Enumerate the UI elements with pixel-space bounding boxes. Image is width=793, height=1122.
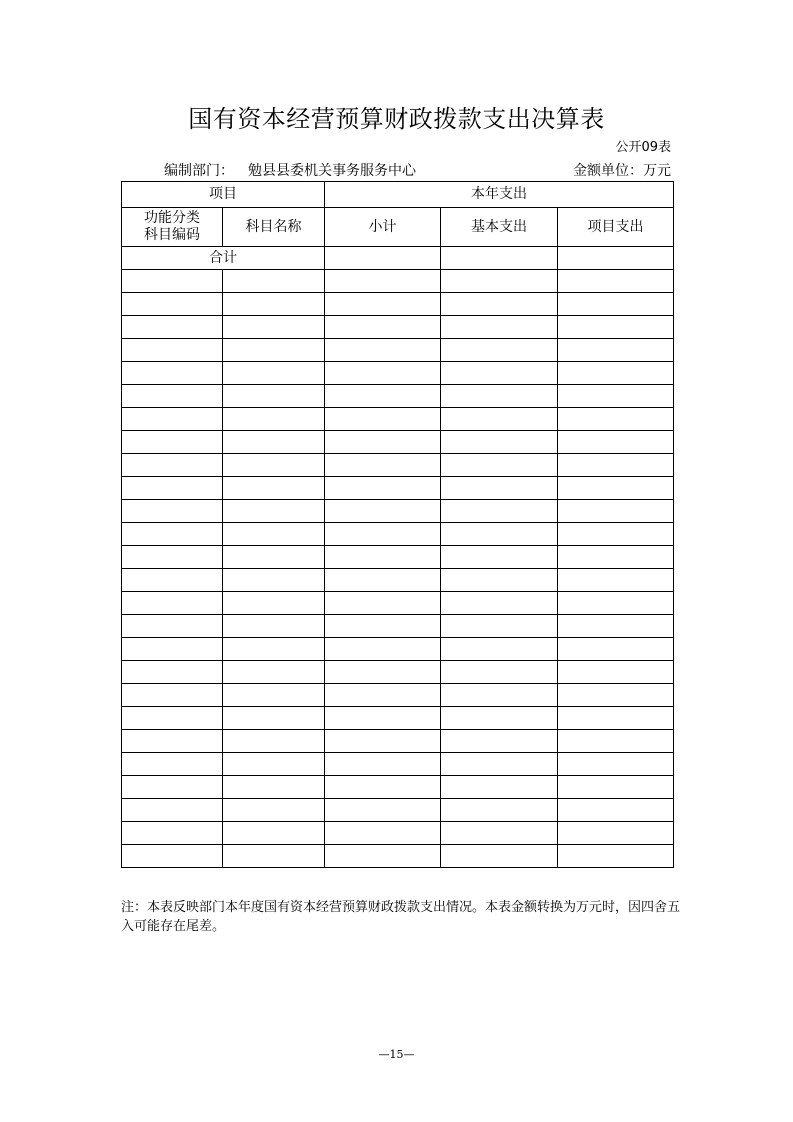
table-cell (223, 362, 325, 385)
table-cell (558, 592, 674, 615)
department-label: 编制部门： (164, 163, 234, 179)
table-cell (441, 753, 558, 776)
table-cell (325, 362, 441, 385)
table-cell (325, 270, 441, 293)
table-row (122, 431, 674, 454)
table-row (122, 730, 674, 753)
table-row (122, 684, 674, 707)
table-cell (325, 638, 441, 661)
table-cell (122, 362, 223, 385)
table-cell (122, 523, 223, 546)
table-cell (325, 546, 441, 569)
table-cell (558, 523, 674, 546)
table-row (122, 546, 674, 569)
table-row (122, 362, 674, 385)
table-cell (223, 523, 325, 546)
table-cell (223, 569, 325, 592)
table-cell (558, 707, 674, 730)
table-row (122, 661, 674, 684)
table-cell (558, 822, 674, 845)
table-cell (122, 845, 223, 868)
total-label: 合计 (122, 247, 325, 270)
table-cell (325, 408, 441, 431)
table-cell (558, 684, 674, 707)
table-cell (325, 477, 441, 500)
table-cell (223, 753, 325, 776)
table-cell (558, 431, 674, 454)
table-cell (441, 339, 558, 362)
table-cell (558, 454, 674, 477)
table-cell (325, 799, 441, 822)
total-subtotal (325, 247, 441, 270)
table-cell (122, 776, 223, 799)
table-cell (122, 500, 223, 523)
header-name: 科目名称 (223, 208, 325, 247)
table-cell (558, 270, 674, 293)
table-cell (558, 362, 674, 385)
table-cell (223, 431, 325, 454)
table-cell (325, 523, 441, 546)
table-cell (122, 592, 223, 615)
header-basic: 基本支出 (441, 208, 558, 247)
table-cell (223, 799, 325, 822)
table-row (122, 477, 674, 500)
table-cell (122, 546, 223, 569)
table-row (122, 845, 674, 868)
table-cell (325, 385, 441, 408)
table-cell (122, 477, 223, 500)
footnote: 注：本表反映部门本年度国有资本经营预算财政拨款支出情况。本表金额转换为万元时，因四舍五入可能存在尾差。 (121, 900, 681, 934)
table-cell (223, 270, 325, 293)
table-cell (122, 339, 223, 362)
header-code: 功能分类 科目编码 (122, 208, 223, 247)
table-cell (122, 822, 223, 845)
table-cell (122, 385, 223, 408)
table-cell (441, 776, 558, 799)
table-cell (441, 638, 558, 661)
table-cell (441, 293, 558, 316)
table-cell (325, 293, 441, 316)
table-row (122, 316, 674, 339)
table-cell (325, 684, 441, 707)
form-number: 公开09表 (615, 140, 671, 155)
table-cell (223, 592, 325, 615)
table-cell (558, 477, 674, 500)
table-cell (223, 546, 325, 569)
table-cell (223, 339, 325, 362)
table-cell (223, 454, 325, 477)
table-cell (122, 408, 223, 431)
table-cell (441, 431, 558, 454)
table-row (122, 385, 674, 408)
table-cell (223, 500, 325, 523)
table-cell (325, 592, 441, 615)
table-cell (223, 385, 325, 408)
header-current-year: 本年支出 (325, 182, 674, 208)
header-subtotal: 小计 (325, 208, 441, 247)
table-row (122, 615, 674, 638)
table-cell (122, 431, 223, 454)
table-cell (558, 569, 674, 592)
table-cell (441, 684, 558, 707)
table-cell (441, 822, 558, 845)
table-cell (325, 339, 441, 362)
table-cell (441, 592, 558, 615)
table-cell (122, 316, 223, 339)
header-project: 项目支出 (558, 208, 674, 247)
table-cell (325, 707, 441, 730)
table-cell (325, 316, 441, 339)
table-cell (122, 799, 223, 822)
table-cell (122, 753, 223, 776)
table-cell (122, 454, 223, 477)
table-cell (122, 684, 223, 707)
table-cell (558, 845, 674, 868)
table-cell (223, 822, 325, 845)
table-row (122, 753, 674, 776)
table-row (122, 638, 674, 661)
total-basic (441, 247, 558, 270)
table-cell (325, 730, 441, 753)
page-title: 国有资本经营预算财政拨款支出决算表 (188, 105, 605, 133)
table-cell (325, 569, 441, 592)
table-row (122, 523, 674, 546)
table-row (122, 592, 674, 615)
table-cell (122, 615, 223, 638)
table-cell (223, 316, 325, 339)
table-cell (441, 408, 558, 431)
total-project (558, 247, 674, 270)
table-row (122, 799, 674, 822)
table-cell (558, 753, 674, 776)
table-row (122, 270, 674, 293)
table-cell (223, 477, 325, 500)
table-cell (223, 661, 325, 684)
table-cell (223, 730, 325, 753)
table-cell (325, 822, 441, 845)
table-cell (441, 500, 558, 523)
total-row (122, 247, 674, 270)
table-cell (441, 845, 558, 868)
table-cell (223, 638, 325, 661)
table-cell (223, 293, 325, 316)
expenditure-table (121, 181, 674, 868)
table-cell (325, 615, 441, 638)
table-cell (441, 730, 558, 753)
table-cell (441, 454, 558, 477)
table-cell (558, 661, 674, 684)
table-header-row-1 (122, 182, 674, 208)
table-cell (558, 408, 674, 431)
table-cell (441, 523, 558, 546)
table-cell (223, 615, 325, 638)
department-value: 勉县县委机关事务服务中心 (248, 163, 416, 179)
table-cell (223, 684, 325, 707)
table-cell (558, 546, 674, 569)
table-cell (558, 615, 674, 638)
table-row (122, 293, 674, 316)
table-cell (325, 661, 441, 684)
table-cell (122, 730, 223, 753)
table-cell (441, 569, 558, 592)
table-header-row-2 (122, 208, 674, 247)
table-cell (441, 385, 558, 408)
table-cell (558, 638, 674, 661)
table-cell (223, 845, 325, 868)
table-row (122, 569, 674, 592)
page-number: —15— (378, 1048, 415, 1061)
table-cell (223, 408, 325, 431)
table-cell (558, 293, 674, 316)
table-cell (558, 339, 674, 362)
department-line (164, 162, 416, 180)
table-cell (441, 270, 558, 293)
table-cell (558, 316, 674, 339)
table-cell (558, 500, 674, 523)
table-row (122, 822, 674, 845)
table-cell (558, 385, 674, 408)
table-cell (325, 454, 441, 477)
table-cell (441, 477, 558, 500)
table-cell (122, 707, 223, 730)
table-cell (122, 661, 223, 684)
table-row (122, 339, 674, 362)
table-cell (441, 615, 558, 638)
table-row (122, 500, 674, 523)
table-cell (441, 707, 558, 730)
table-row (122, 776, 674, 799)
table-cell (122, 270, 223, 293)
table-cell (325, 776, 441, 799)
table-cell (122, 569, 223, 592)
amount-unit: 金额单位：万元 (573, 163, 671, 179)
table-cell (122, 638, 223, 661)
table-cell (122, 293, 223, 316)
table-cell (441, 362, 558, 385)
table-row (122, 707, 674, 730)
table-cell (441, 546, 558, 569)
table-row (122, 454, 674, 477)
table-cell (325, 845, 441, 868)
table-row (122, 408, 674, 431)
table-cell (558, 730, 674, 753)
table-cell (558, 799, 674, 822)
table-cell (325, 753, 441, 776)
table-cell (325, 500, 441, 523)
table-cell (441, 799, 558, 822)
table-cell (441, 661, 558, 684)
header-item: 项目 (122, 182, 325, 208)
table-cell (325, 431, 441, 454)
table-cell (558, 776, 674, 799)
table-cell (223, 776, 325, 799)
table-cell (441, 316, 558, 339)
table-cell (223, 707, 325, 730)
